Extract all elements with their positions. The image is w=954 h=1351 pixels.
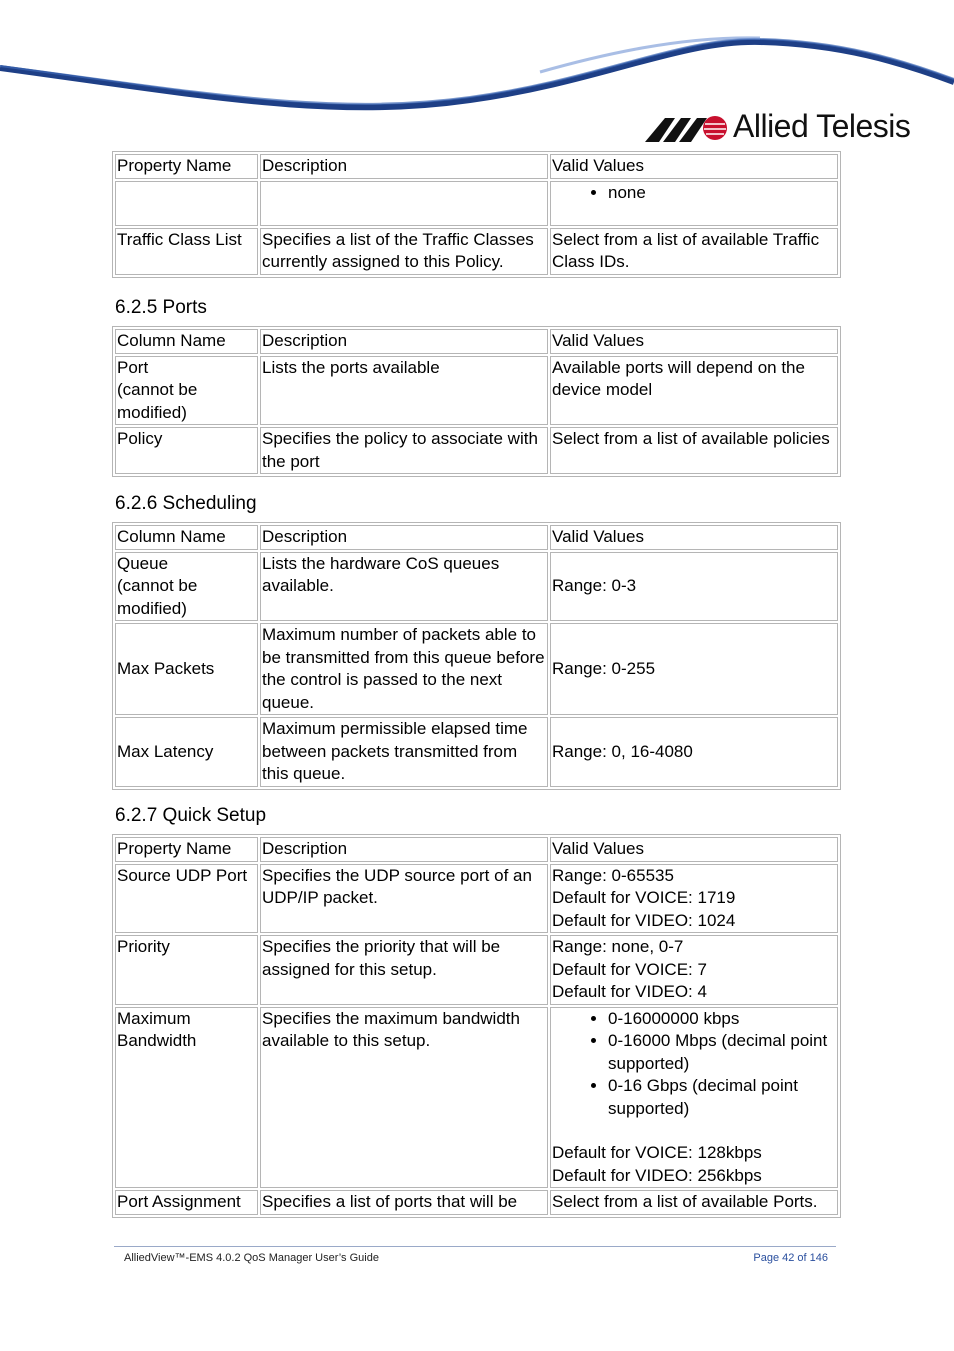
column-name-cell <box>115 356 258 426</box>
property-name-line: Bandwidth <box>117 1031 197 1050</box>
header-cell: Description <box>260 525 548 550</box>
description-cell: Specifies a list of the Traffic Classes currently assigned to this Policy. <box>260 228 548 275</box>
valid-values-cell <box>550 935 838 1005</box>
table-header-row <box>115 837 838 862</box>
description-cell <box>260 181 548 226</box>
table-row <box>115 864 838 934</box>
section-heading-quick-setup: 6.2.7 Quick Setup <box>115 805 267 826</box>
table-row <box>115 552 838 622</box>
description-cell: Specifies a list of ports that will be <box>260 1190 548 1215</box>
list-item: • 0-16000 Mbps (decimal point supported) <box>608 1030 836 1075</box>
table-header-row <box>115 154 838 179</box>
bullet-list <box>552 182 836 205</box>
header-cell: Description <box>260 329 548 354</box>
header-cell: Valid Values <box>550 837 838 862</box>
value-line: Default for VOICE: 128kbps <box>552 1143 762 1162</box>
table-row <box>115 717 838 787</box>
spacer <box>552 1120 836 1142</box>
header-cell: Column Name <box>115 329 258 354</box>
ports-table <box>112 326 841 477</box>
valid-values-cell: Select from a list of available Ports. <box>550 1190 838 1215</box>
quick-setup-table <box>112 834 841 1218</box>
value-line: Range: 0-65535 <box>552 865 674 885</box>
valid-values-cell: Range: 0, 16-4080 <box>550 717 838 787</box>
description-cell: Specifies the maximum bandwidth available to this setup. <box>260 1007 548 1189</box>
scheduling-table <box>112 522 841 790</box>
description-cell: Specifies the policy to associate with the port <box>260 427 548 474</box>
list-item: • 0-16 Gbps (decimal point supported) <box>608 1075 836 1120</box>
property-name-cell: Traffic Class List <box>115 228 258 275</box>
property-name-line: Maximum <box>117 1008 191 1028</box>
column-name-cell: Max Latency <box>115 717 258 787</box>
list-item: • none <box>608 182 836 205</box>
property-name-cell: Port Assignment <box>115 1190 258 1215</box>
section-heading-ports: 6.2.5 Ports <box>115 297 207 318</box>
bullet-list <box>552 1008 836 1121</box>
table-row <box>115 623 838 715</box>
value-line: Default for VIDEO: 256kbps <box>552 1165 762 1185</box>
table-header-row <box>115 329 838 354</box>
table-row <box>115 228 838 275</box>
table-row <box>115 181 838 226</box>
footer-document-title: AlliedView™-EMS 4.0.2 QoS Manager User’s Guide <box>124 1252 379 1264</box>
table-row <box>115 1007 838 1189</box>
value-line: Default for VIDEO: 1024 <box>552 910 736 930</box>
valid-values-cell <box>550 181 838 226</box>
header-cell: Valid Values <box>550 154 838 179</box>
list-item: • 0-16000000 kbps <box>608 1008 836 1031</box>
valid-values-cell: Available ports will depend on the device model <box>550 356 838 426</box>
description-cell: Specifies the UDP source port of an UDP/IP packet. <box>260 864 548 934</box>
property-name-cell: Source UDP Port <box>115 864 258 934</box>
description-cell: Specifies the priority that will be assigned for this setup. <box>260 935 548 1005</box>
column-name-cell: Max Packets <box>115 623 258 715</box>
footer-divider <box>114 1246 836 1247</box>
table-row <box>115 935 838 1005</box>
valid-values-cell <box>550 1007 838 1189</box>
value-line: Default for VIDEO: 4 <box>552 982 707 1001</box>
header-cell: Valid Values <box>550 329 838 354</box>
header-cell: Property Name <box>115 154 258 179</box>
header-cell: Column Name <box>115 525 258 550</box>
value-line: Default for VOICE: 1719 <box>552 888 736 907</box>
valid-values-cell: Range: 0-3 <box>550 552 838 622</box>
description-cell: Lists the hardware CoS queues available. <box>260 552 548 622</box>
property-name-cell <box>115 1007 258 1189</box>
column-name-note: (cannot be modified) <box>117 380 198 422</box>
logo-wordmark: Allied Telesis <box>733 108 911 144</box>
column-name-line: Port <box>117 357 149 377</box>
valid-values-cell: Select from a list of available Traffic Class IDs. <box>550 228 838 275</box>
column-name-cell: Policy <box>115 427 258 474</box>
policy-properties-table <box>112 151 841 278</box>
header-cell: Property Name <box>115 837 258 862</box>
table-header-row <box>115 525 838 550</box>
footer-page-number: Page 42 of 146 <box>753 1252 828 1264</box>
value-line: Range: none, 0-7 <box>552 937 684 956</box>
table-row <box>115 427 838 474</box>
description-cell: Maximum number of packets able to be transmitted from this queue before the control is passed to the next queue. <box>260 623 548 715</box>
header-cell: Valid Values <box>550 525 838 550</box>
column-name-line: Queue <box>117 553 169 573</box>
table-row <box>115 356 838 426</box>
allied-telesis-logo <box>645 108 911 148</box>
allied-telesis-logo-mark-icon <box>645 112 729 144</box>
header-cell: Description <box>260 154 548 179</box>
header-cell: Description <box>260 837 548 862</box>
valid-values-cell <box>550 864 838 934</box>
property-name-cell: Priority <box>115 935 258 1005</box>
value-line: Default for VOICE: 7 <box>552 959 707 979</box>
valid-values-cell: Range: 0-255 <box>550 623 838 715</box>
description-cell: Lists the ports available <box>260 356 548 426</box>
column-name-cell <box>115 552 258 622</box>
property-name-cell <box>115 181 258 226</box>
section-heading-scheduling: 6.2.6 Scheduling <box>115 493 257 514</box>
column-name-note: (cannot be modified) <box>117 576 198 618</box>
valid-values-cell: Select from a list of available policies <box>550 427 838 474</box>
description-cell: Maximum permissible elapsed time between packets transmitted from this queue. <box>260 717 548 787</box>
table-row <box>115 1190 838 1215</box>
